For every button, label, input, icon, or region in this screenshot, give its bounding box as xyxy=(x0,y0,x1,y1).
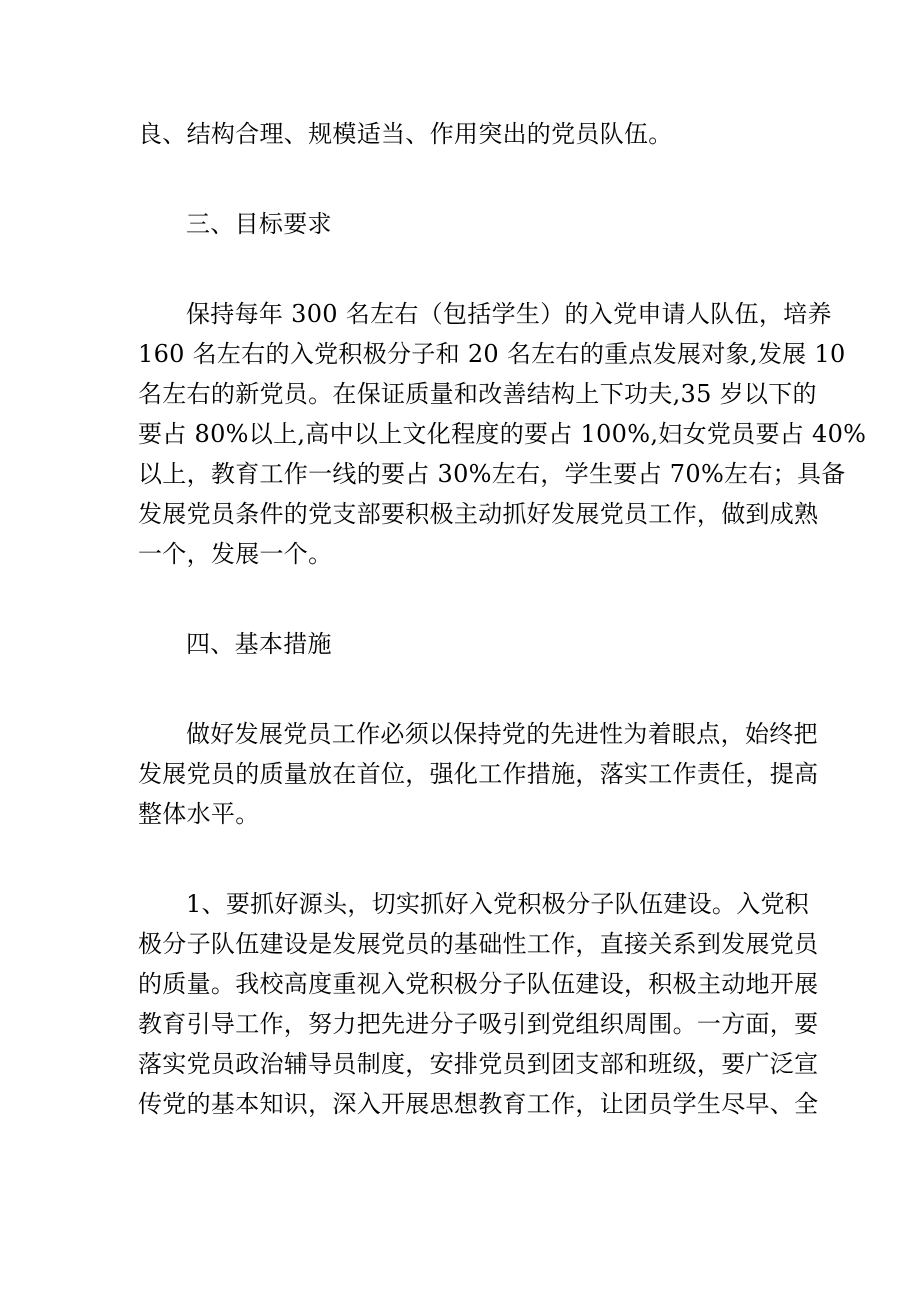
paragraph-goals-line: 名左右的新党员。在保证质量和改善结构上下功夫,35 岁以下的 xyxy=(138,380,817,408)
paragraph-item1-line: 的质量。我校高度重视入党积极分子队伍建设，积极主动地开展 xyxy=(138,970,819,998)
paragraph-item1-line: 传党的基本知识，深入开展思想教育工作，让团员学生尽早、全 xyxy=(138,1090,819,1118)
paragraph-item1-line: 极分子队伍建设是发展党员的基础性工作，直接关系到发展党员 xyxy=(138,930,819,958)
paragraph-goals-line: 发展党员条件的党支部要积极主动抓好发展党员工作，做到成熟 xyxy=(138,500,819,528)
paragraph-goals-line: 160 名左右的入党积极分子和 20 名左右的重点发展对象,发展 10 xyxy=(138,340,846,368)
paragraph-measures-line: 整体水平。 xyxy=(138,800,260,828)
section-heading-goals: 三、目标要求 xyxy=(186,210,332,238)
paragraph-item1-line: 1、要抓好源头，切实抓好入党积极分子队伍建设。入党积 xyxy=(186,890,810,918)
paragraph-goals-line: 要占 80%以上,高中以上文化程度的要占 100%,妇女党员要占 40% xyxy=(138,420,867,448)
paragraph-goals-line: 保持每年 300 名左右（包括学生）的入党申请人队伍，培养 xyxy=(186,300,832,328)
paragraph-item1-line: 教育引导工作，努力把先进分子吸引到党组织周围。一方面，要 xyxy=(138,1010,819,1038)
paragraph-item1-line: 落实党员政治辅导员制度，安排党员到团支部和班级，要广泛宣 xyxy=(138,1050,819,1078)
paragraph-continuation-line: 良、结构合理、规模适当、作用突出的党员队伍。 xyxy=(138,120,673,148)
paragraph-measures-line: 发展党员的质量放在首位，强化工作措施，落实工作责任，提高 xyxy=(138,760,819,788)
section-heading-measures: 四、基本措施 xyxy=(186,630,332,658)
paragraph-measures-line: 做好发展党员工作必须以保持党的先进性为着眼点，始终把 xyxy=(186,720,818,748)
paragraph-goals-line: 以上，教育工作一线的要占 30%左右，学生要占 70%左右；具备 xyxy=(138,460,846,488)
paragraph-goals-line: 一个，发展一个。 xyxy=(138,540,333,568)
